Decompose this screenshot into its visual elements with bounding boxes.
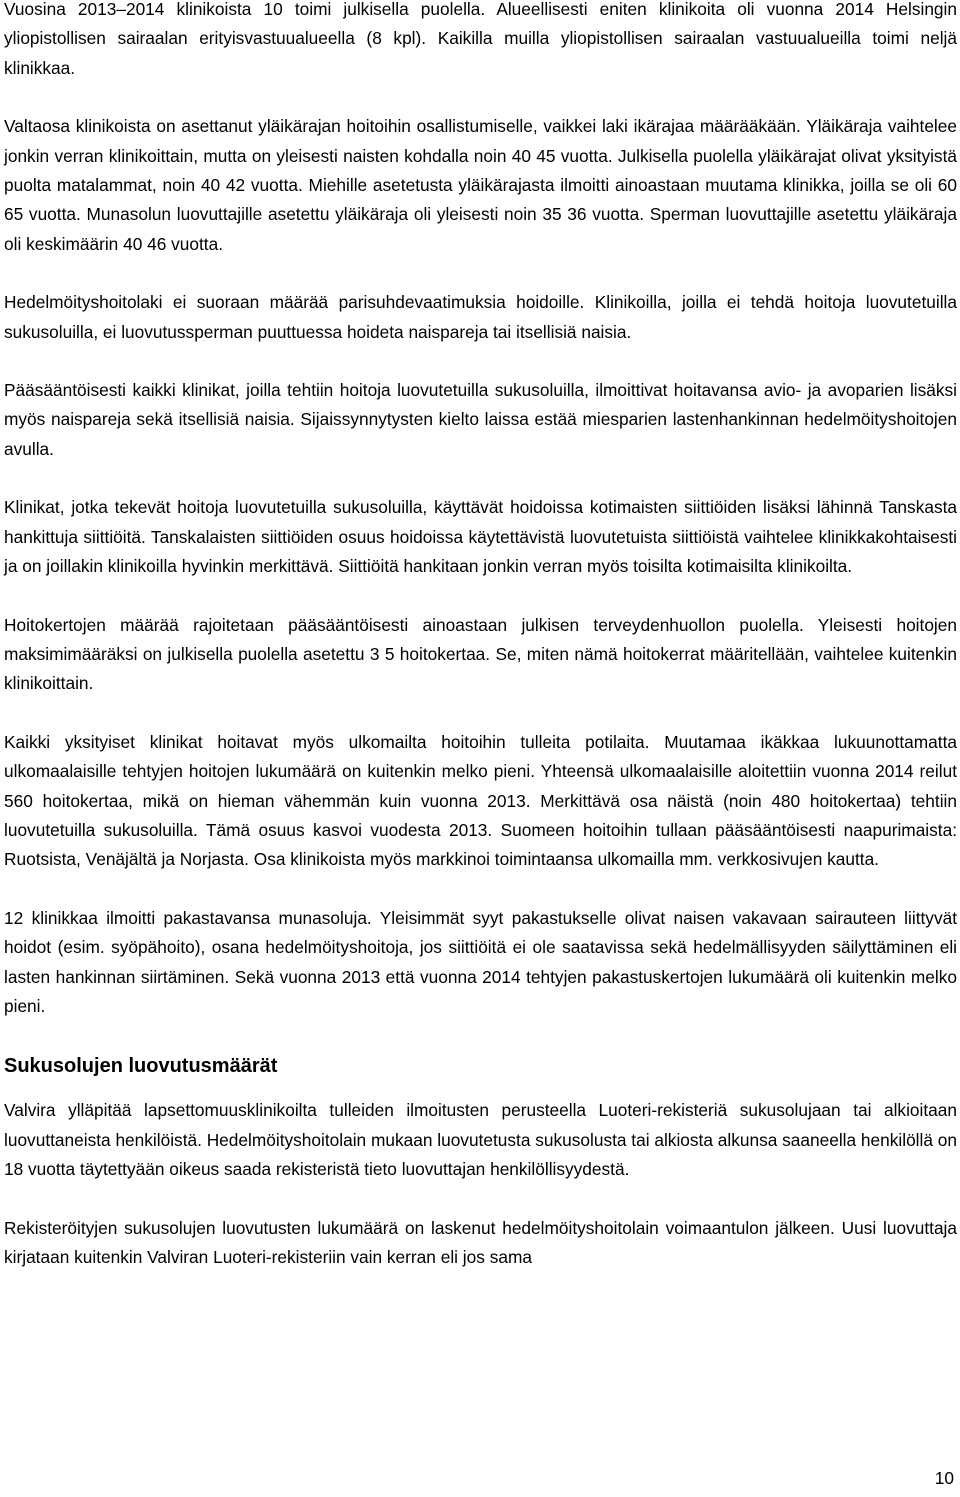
section-heading: Sukusolujen luovutusmäärät	[4, 1055, 278, 1078]
paragraph-clinics-regions: Vuosina 2013–2014 klinikoista 10 toimi julkisella puolella. Alueellisesti eniten klinikoita oli vuonna 2014 Helsingin yliopistollisen sairaalan erityisvastuualueella (8 kpl). Kaikilla muilla yliopistollisen sairaalan vastuualueilla toimi neljä klinikkaa.	[4, 0, 957, 78]
paragraph-donation-counts: Rekisteröityjen sukusolujen luovutusten lukumäärä on laskenut hedelmöityshoitolain voimaantulon jälkeen. Uusi luovuttaja kirjataan kuitenkin Valviran Luoteri-rekisteriin vain kerran eli jos sama	[4, 1217, 957, 1267]
paragraph-relationship-requirements: Hedelmöityshoitolaki ei suoraan määrää parisuhdevaatimuksia hoidoille. Klinikoilla, joilla ei tehdä hoitoja luovutetuilla sukusoluilla, ei luovutussperman puuttuessa hoideta naispareja tai itsellisiä naisia.	[4, 292, 957, 342]
paragraph-patient-groups: Pääsääntöisesti kaikki klinikat, joilla tehtiin hoitoja luovutetuilla sukusoluilla, ilmoittivat hoitavansa avio- ja avoparien lisäksi myös naispareja sekä itsellisiä naisia. Sijaissynnytysten kielto laissa estää miesparien lastenhankinnan hedelmöityshoitojen avulla.	[4, 380, 957, 459]
paragraph-age-limits: Valtaosa klinikoista on asettanut yläikärajan hoitoihin osallistumiselle, vaikkei laki ikärajaa määrääkään. Yläikäraja vaihtelee jonkin verran klinikoittain, mutta on yleisesti naisten kohdalla noin 40 45 vuotta. Julkisella puolella yläikärajat olivat yksityistä puolta matalammat, noin 40 42 vuotta. Miehille asetetusta yläikärajasta ilmoitti ainoastaan muutama klinikka, joilla se oli 60 65 vuotta. Munasolun luovuttajille asetettu yläikäraja oli yleisesti noin 35 36 vuotta. Sperman luovuttajille asetettu yläikäraja oli keskimäärin 40 46 vuotta.	[4, 116, 957, 254]
paragraph-foreign-patients: Kaikki yksityiset klinikat hoitavat myös ulkomailta hoitoihin tulleita potilaita. Muutamaa ikäkkaa lukuunottamatta ulkomaalaisille tehtyjen hoitojen lukumäärä on kuitenkin melko pieni. Yhteensä ulkomaalaisille aloitettiin vuonna 2014 reilut 560 hoitokertaa, mikä on hieman vähemmän kuin vuonna 2013. Merkittävä osa näistä (noin 480 hoitokertaa) tehtiin luovutetuilla sukusoluilla. Tämä osuus kasvoi vuodesta 2013. Suomeen hoitoihin tullaan pääsääntöisesti naapurimaista: Ruotsista, Venäjältä ja Norjasta. Osa klinikoista myös markkinoi toimintaansa ulkomailla mm. verkkosivujen kautta.	[4, 731, 957, 870]
document-page	[4, 0, 957, 1272]
paragraph-donor-sperm-sources: Klinikat, jotka tekevät hoitoja luovutetuilla sukusoluilla, käyttävät hoidoissa kotimaisten siittiöiden lisäksi lähinnä Tanskasta hankittuja siittiöitä. Tanskalaisten siittiöiden osuus hoidoissa käytettävistä luovutetuista siittiöistä vaihtelee klinikkakohtaisesti ja on joillakin klinikoilla hyvinkin merkittävä. Siittiöitä hankitaan jonkin verran myös toisilta kotimaisilta klinikoilta.	[4, 497, 957, 577]
paragraph-donor-registry: Valvira ylläpitää lapsettomuusklinikoilta tulleiden ilmoitusten perusteella Luoteri-rekisteriä sukusolujaan tai alkioitaan luovuttaneista henkilöistä. Hedelmöityshoitolain mukaan luovutetusta sukusolusta tai alkiosta alkunsa saaneella henkilöllä on 18 vuotta täytettyään oikeus saada rekisteristä tieto luovuttajan henkilöllisyydestä.	[4, 1100, 957, 1180]
paragraph-egg-freezing: 12 klinikkaa ilmoitti pakastavansa munasoluja. Yleisimmät syyt pakastukselle olivat naisen vakavaan sairauteen liittyvät hoidot (esim. syöpähoito), osana hedelmöityshoitoja, jos siittiöitä ei ole saatavissa sekä hedelmällisyyden säilyttäminen eli lasten hankinnan siirtäminen. Sekä vuonna 2013 että vuonna 2014 tehtyjen pakastuskertojen lukumäärä oli kuitenkin melko pieni.	[4, 907, 957, 1016]
paragraph-treatment-limits: Hoitokertojen määrää rajoitetaan pääsääntöisesti ainoastaan julkisen terveydenhuollon puolella. Yleisesti hoitojen maksimimääräksi on julkisella puolella asetettu 3 5 hoitokertaa. Se, miten nämä hoitokerrat määritellään, vaihtelee kuitenkin klinikoittain.	[4, 614, 957, 694]
page-number: 10	[934, 1468, 954, 1488]
